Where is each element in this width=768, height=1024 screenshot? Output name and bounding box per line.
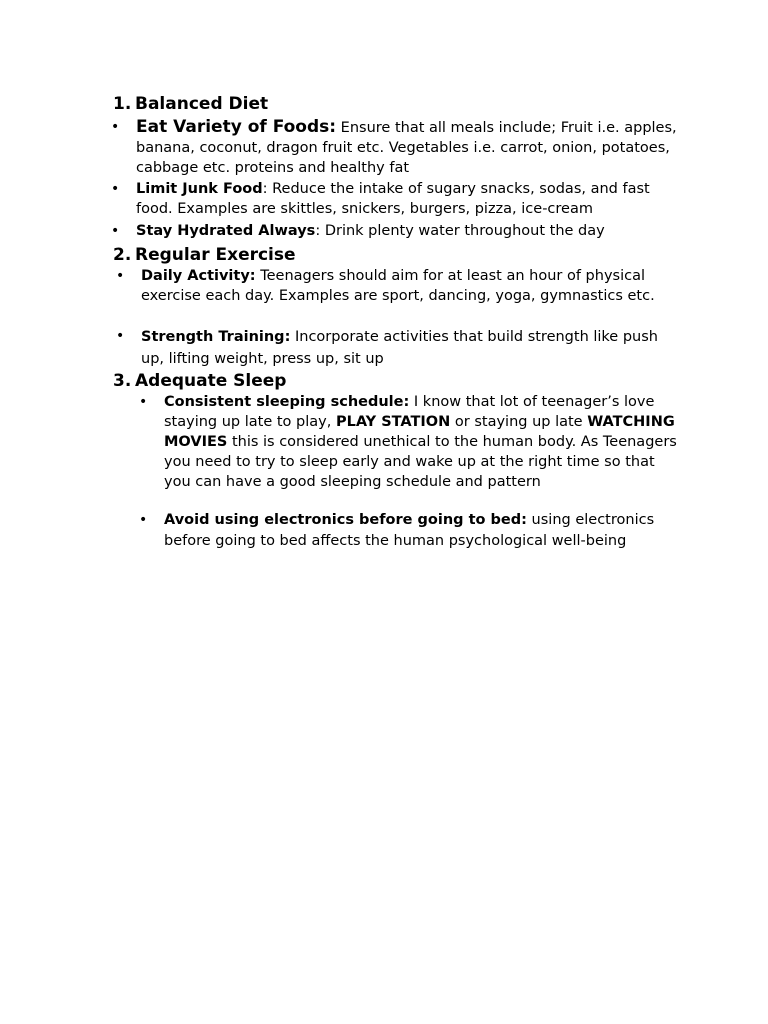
list-item-text xyxy=(136,179,681,219)
list-item-body: this is considered unethical to the human body. As Teenagers you need to try to sleep early and wake up at the right time so that you can have a good sleeping schedule and pattern xyxy=(164,434,677,490)
emphasis-play-station: PLAY STATION xyxy=(335,414,451,430)
list-item-body: using electronics before going to bed affects the human psychological well-being xyxy=(164,512,655,549)
list-item-body: Ensure that all meals include; Fruit i.e. apples, banana, coconut, dragon fruit etc. Vegetables i.e. carrot, onion, potatoes, cabbage etc. proteins and healthy fat xyxy=(136,120,677,176)
section-heading-balanced-diet xyxy=(113,94,268,114)
list-item-term: Strength Training: xyxy=(141,329,291,345)
list-item-term: Stay Hydrated Always xyxy=(136,223,316,239)
list-item-consistent-sleeping xyxy=(139,392,684,492)
list-item-body: : Reduce the intake of sugary snacks, sodas, and fast food. Examples are skittles, snickers, burgers, pizza, ice-cream xyxy=(136,181,650,217)
section-title: Regular Exercise xyxy=(135,245,296,265)
list-item-text xyxy=(164,510,684,552)
bullet-icon: • xyxy=(111,119,120,135)
bullet-icon: • xyxy=(116,328,125,344)
list-item-stay-hydrated xyxy=(111,221,681,241)
bullet-icon: • xyxy=(116,268,125,284)
list-item-limit-junk-food xyxy=(111,179,681,219)
section-number: 2. xyxy=(113,245,132,265)
section-number: 1. xyxy=(113,94,132,114)
list-item-daily-activity xyxy=(116,266,676,306)
list-item-text xyxy=(141,266,676,306)
list-item-text xyxy=(136,221,681,241)
list-item-term: Daily Activity: xyxy=(141,268,256,284)
list-item-body: I know that lot of teenager’s love staying up late to play, xyxy=(164,394,655,430)
list-item-term: Limit Junk Food xyxy=(136,181,263,197)
list-item-avoid-electronics xyxy=(139,510,684,552)
emphasis-watching-movies: WATCHING MOVIES xyxy=(164,414,675,450)
list-item-term: Consistent sleeping schedule: xyxy=(164,394,410,410)
list-item-term: Eat Variety of Foods: xyxy=(136,117,337,137)
section-title: Adequate Sleep xyxy=(135,371,287,391)
list-item-text xyxy=(141,326,666,370)
section-heading-adequate-sleep xyxy=(113,371,286,391)
list-item-text xyxy=(164,392,684,492)
bullet-icon: • xyxy=(111,223,120,239)
list-item-body: : Drink plenty water throughout the day xyxy=(315,223,605,239)
list-item-eat-variety xyxy=(111,117,681,178)
section-number: 3. xyxy=(113,371,132,391)
bullet-icon: • xyxy=(111,181,120,197)
list-item-text xyxy=(136,117,681,178)
bullet-icon: • xyxy=(139,394,148,410)
list-item-body: Incorporate activities that build strength like push up, lifting weight, press up, sit up xyxy=(141,329,658,367)
list-item-strength-training xyxy=(116,326,666,370)
bullet-icon: • xyxy=(139,512,148,528)
list-item-body: Teenagers should aim for at least an hour of physical exercise each day. Examples are sport, dancing, yoga, gymnastics etc. xyxy=(141,268,655,304)
list-item-body: or staying up late xyxy=(450,414,588,430)
section-heading-regular-exercise xyxy=(113,245,296,265)
section-title: Balanced Diet xyxy=(135,94,269,114)
list-item-term: Avoid using electronics before going to bed: xyxy=(164,512,527,528)
